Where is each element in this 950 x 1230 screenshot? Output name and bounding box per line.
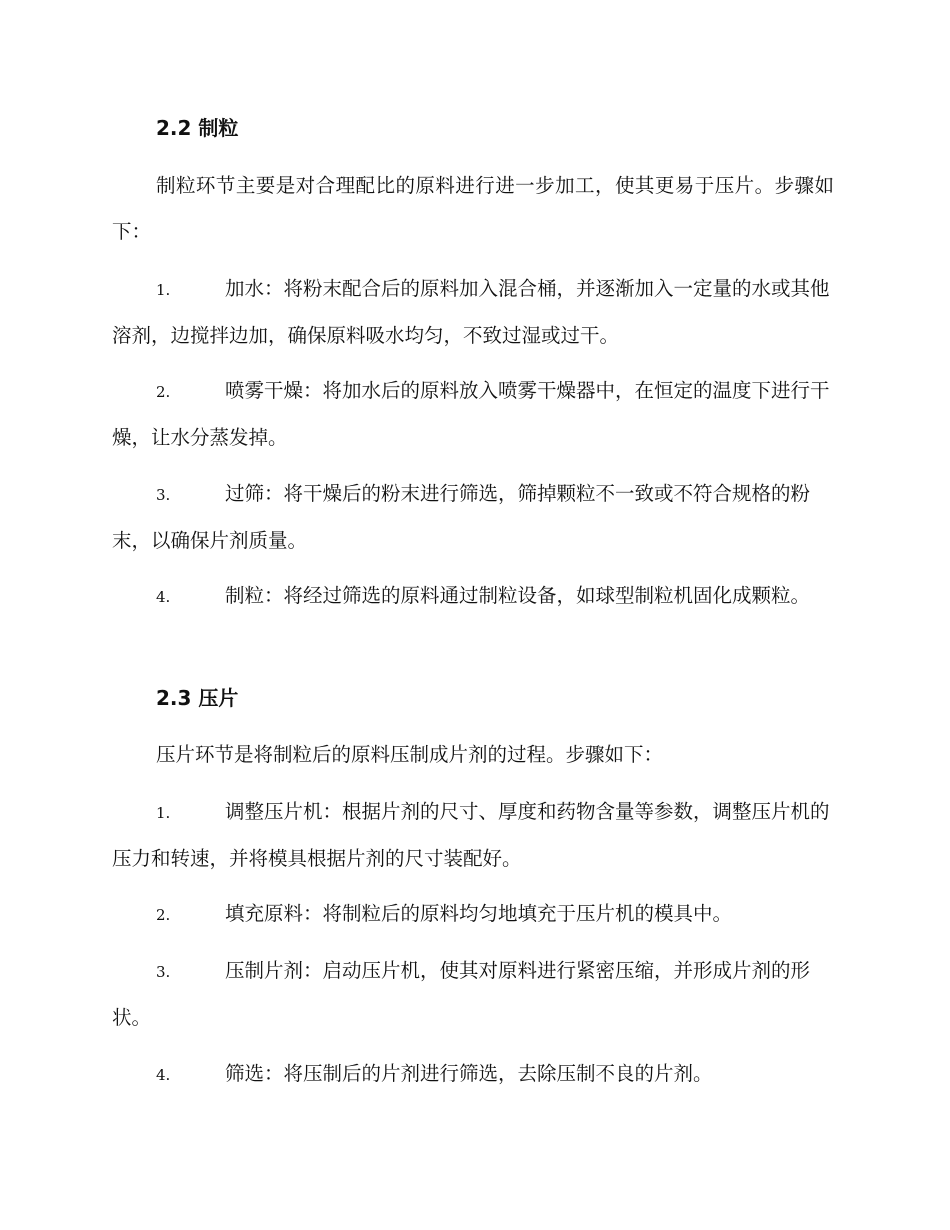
section-intro-2-3: 压片环节是将制粒后的原料压制成片剂的过程。步骤如下： xyxy=(156,743,664,766)
list-number: 1. xyxy=(156,281,171,299)
list-number: 3. xyxy=(156,486,171,504)
list-item-text: 加水：将粉末配合后的原料加入混合桶，并逐渐加入一定量的水或其他溶剂，边搅拌边加，确保原料吸水均匀，不致过湿或过干。 xyxy=(112,277,830,347)
list-item-text: 过筛：将干燥后的粉末进行筛选，筛掉颗粒不一致或不符合规格的粉末，以确保片剂质量。 xyxy=(112,482,811,552)
list-item-text: 填充原料：将制粒后的原料均匀地填充于压片机的模具中。 xyxy=(225,902,733,925)
list-item-text: 筛选：将压制后的片剂进行筛选，去除压制不良的片剂。 xyxy=(225,1062,713,1085)
list-item-text: 喷雾干燥：将加水后的原料放入喷雾干燥器中，在恒定的温度下进行干燥，让水分蒸发掉。 xyxy=(112,379,830,449)
list-item-text: 制粒：将经过筛选的原料通过制粒设备，如球型制粒机固化成颗粒。 xyxy=(225,584,811,607)
list-item xyxy=(112,266,834,359)
list-item-text: 调整压片机：根据片剂的尺寸、厚度和药物含量等参数，调整压片机的压力和转速，并将模具根据片剂的尺寸装配好。 xyxy=(112,800,830,870)
list-number: 3. xyxy=(156,963,171,981)
list-item xyxy=(112,1051,834,1098)
list-item xyxy=(112,368,834,461)
section-heading-2-3: 2.3 压片 xyxy=(156,686,239,710)
section-heading-2-2: 2.2 制粒 xyxy=(156,116,239,140)
section-intro-2-2: 制粒环节主要是对合理配比的原料进行进一步加工，使其更易于压片。步骤如下： xyxy=(112,174,834,243)
list-number: 2. xyxy=(156,906,171,924)
list-item xyxy=(112,948,834,1041)
list-number: 1. xyxy=(156,804,171,822)
list-number: 2. xyxy=(156,383,171,401)
list-item xyxy=(112,471,834,564)
list-item-text: 压制片剂：启动压片机，使其对原料进行紧密压缩，并形成片剂的形状。 xyxy=(112,959,811,1029)
list-number: 4. xyxy=(156,1066,171,1084)
list-item xyxy=(112,573,834,620)
list-item xyxy=(112,789,834,882)
list-number: 4. xyxy=(156,588,171,606)
list-item xyxy=(112,891,834,938)
